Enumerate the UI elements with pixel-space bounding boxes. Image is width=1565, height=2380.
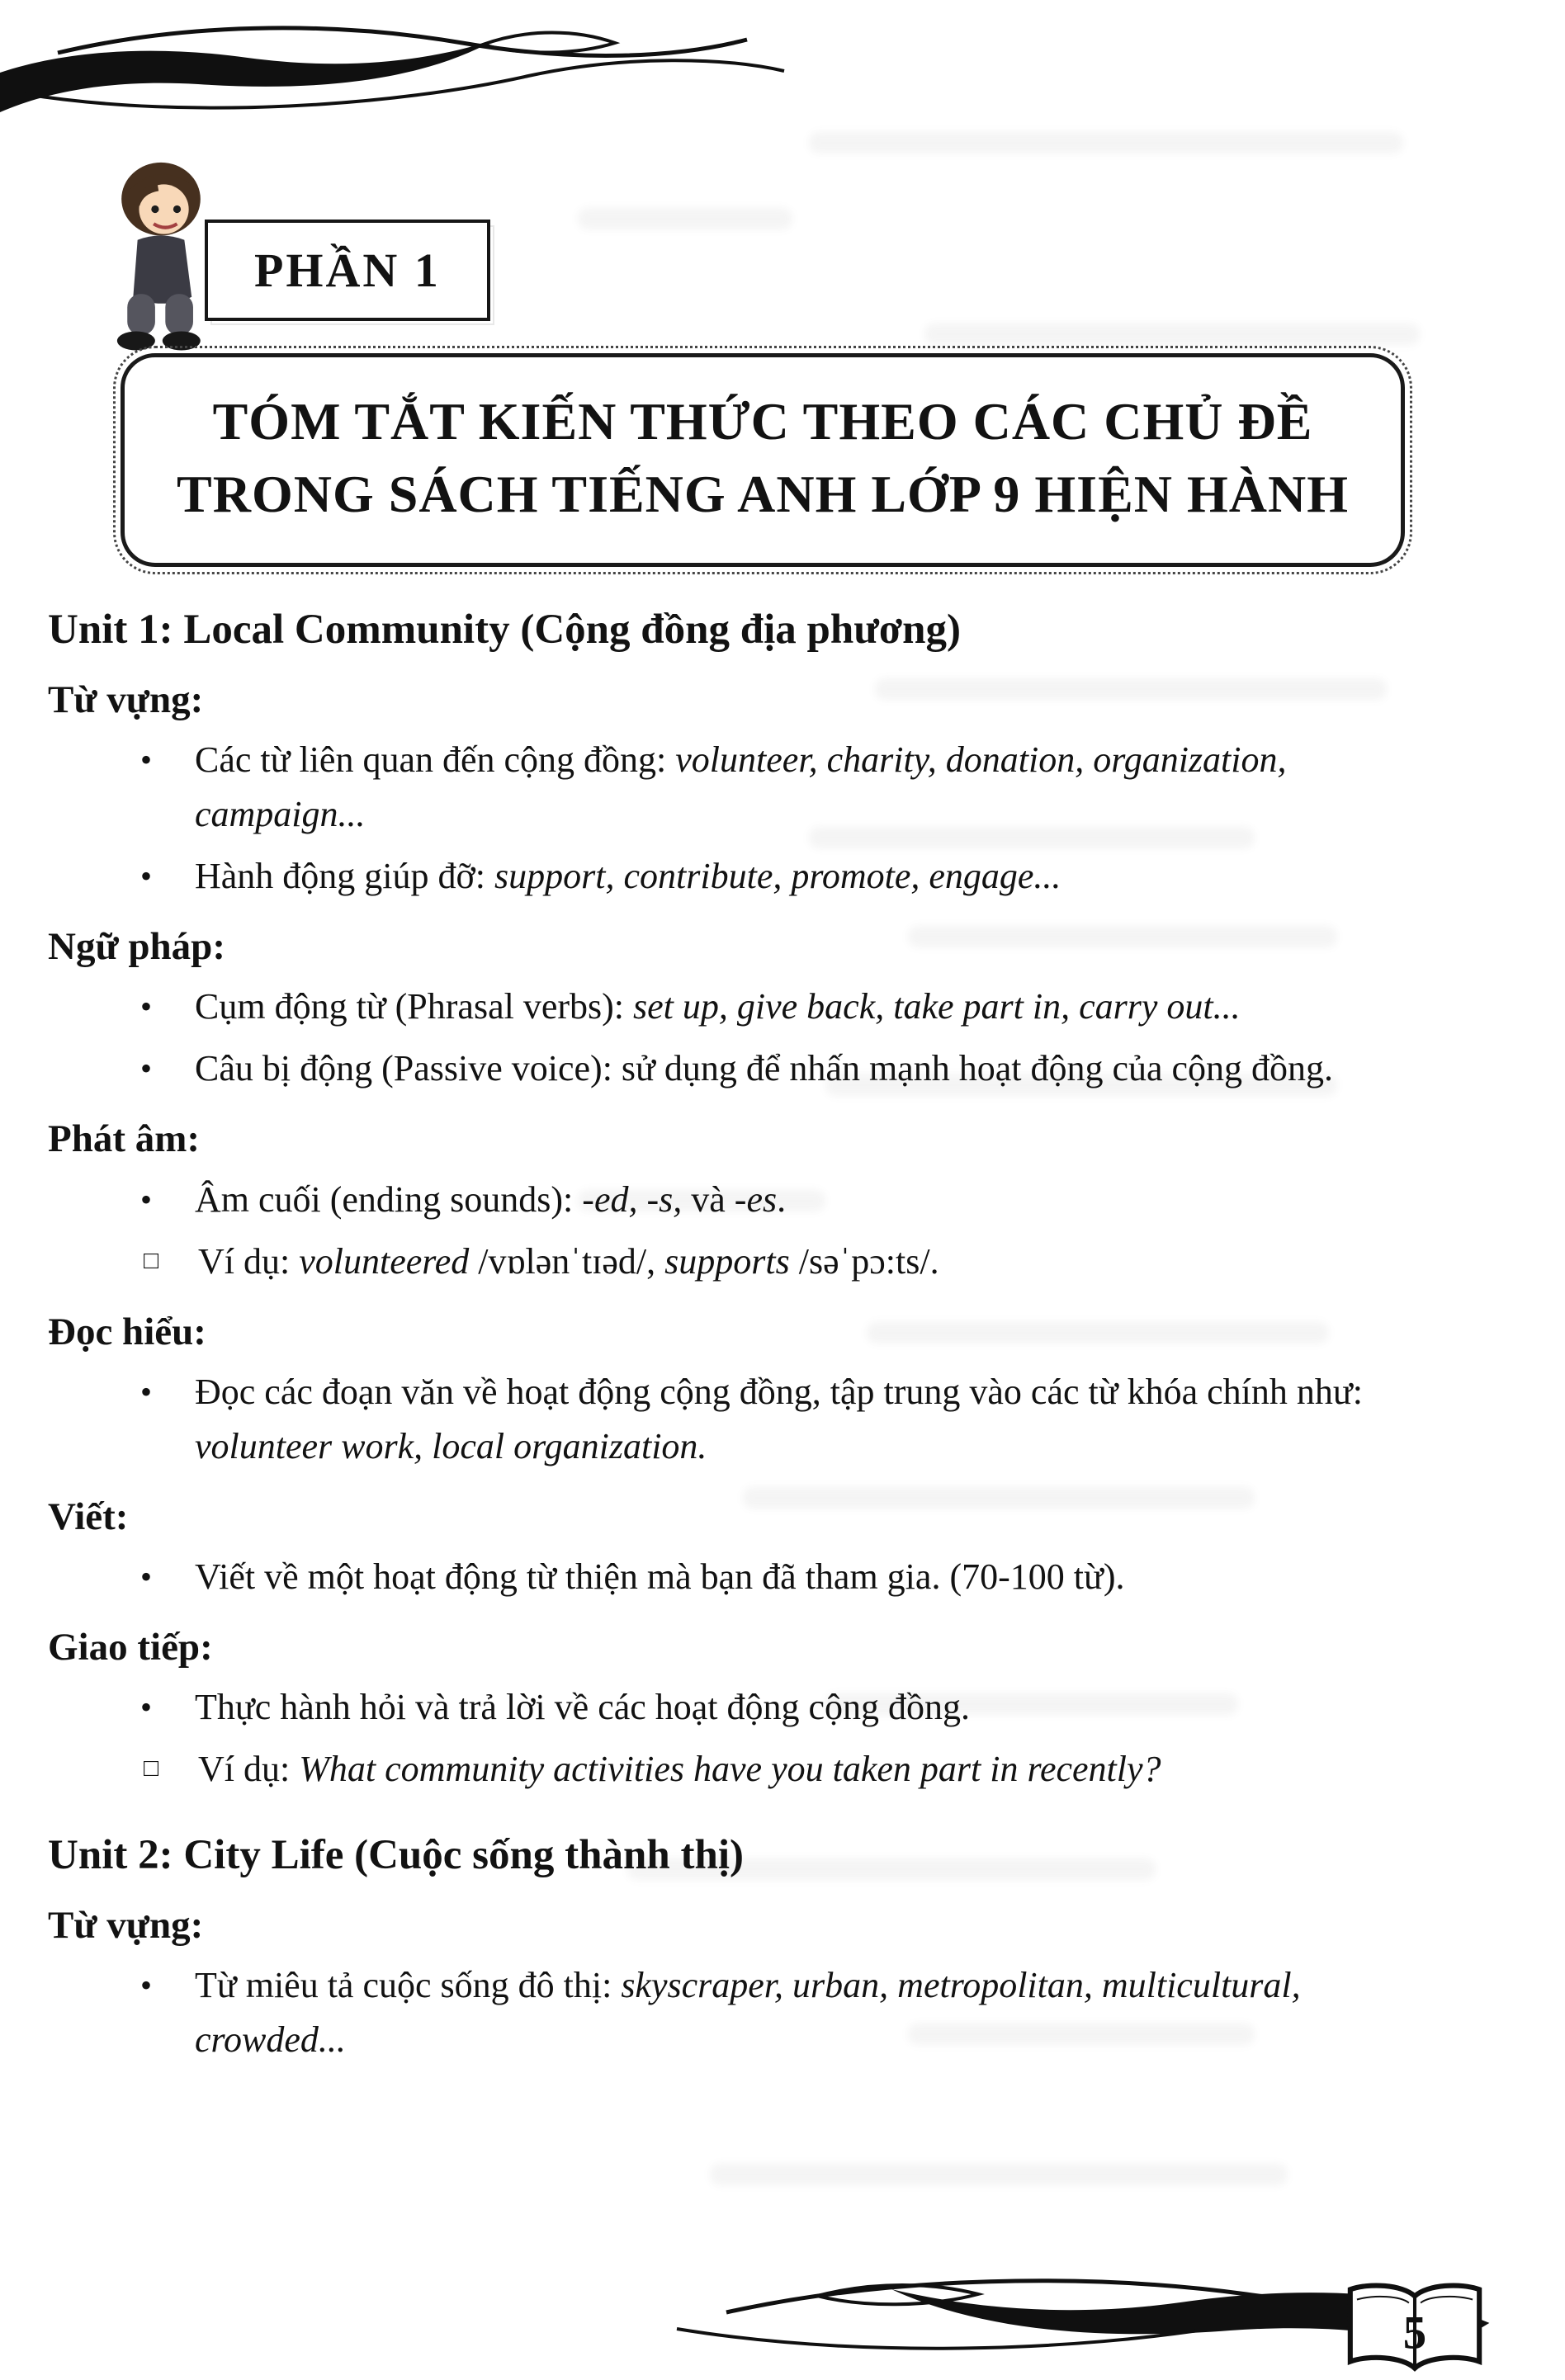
bullet-item bbox=[48, 1680, 1456, 1735]
text-content: Từ vựng: bbox=[48, 678, 204, 722]
square-bullet-marker: □ bbox=[144, 1754, 159, 1782]
skill-section-label bbox=[48, 1307, 1456, 1358]
square-bullet-marker: □ bbox=[144, 1246, 159, 1274]
text-content: Ngữ pháp: bbox=[48, 925, 225, 969]
text-content: Hành động giúp đỡ: support, contribute, promote, engage... bbox=[195, 856, 1061, 897]
bullet-item bbox=[48, 1958, 1456, 2067]
part-label: PHẦN 1 bbox=[254, 243, 441, 297]
top-ribbon-decoration bbox=[0, 15, 809, 155]
round-bullet-marker: • bbox=[140, 1967, 153, 2005]
banner-title-line1: TÓM TẮT KIẾN THỨC THEO CÁC CHỦ ĐỀ bbox=[212, 392, 1313, 451]
text-content: Từ vựng: bbox=[48, 1904, 204, 1948]
bullet-item bbox=[48, 1742, 1456, 1797]
text-content: Cụm động từ (Phrasal verbs): set up, give back, take part in, carry out... bbox=[195, 986, 1241, 1027]
text-content: Các từ liên quan đến cộng đồng: volunteer, charity, donation, organization, campaign... bbox=[195, 739, 1287, 835]
text-content: Từ miêu tả cuộc sống đô thị: skyscraper, urban, metropolitan, multicultural, crowded... bbox=[195, 1965, 1301, 2061]
text-content: Viết về một hoạt động từ thiện mà bạn đã tham gia. (70-100 từ). bbox=[195, 1556, 1125, 1597]
bleed-through-mark bbox=[809, 132, 1403, 153]
text-content: Ví dụ: What community activities have you taken part in recently? bbox=[198, 1748, 1161, 1789]
text-content: Giao tiếp: bbox=[48, 1625, 213, 1669]
skill-section-label bbox=[48, 675, 1456, 725]
bullet-item bbox=[48, 1173, 1456, 1227]
unit-heading bbox=[48, 602, 1456, 657]
bullet-item bbox=[48, 849, 1456, 904]
title-banner bbox=[121, 353, 1405, 567]
round-bullet-marker: • bbox=[140, 857, 153, 895]
text-content: Unit 1: Local Community (Cộng đồng địa phương) bbox=[48, 607, 961, 653]
page-number-book-icon bbox=[1334, 2274, 1496, 2380]
bullet-item bbox=[48, 1550, 1456, 1604]
bullet-item bbox=[48, 980, 1456, 1034]
text-content: Đọc hiểu: bbox=[48, 1310, 206, 1353]
text-content: Đọc các đoạn văn về hoạt động cộng đồng, tập trung vào các từ khóa chính như: volunteer work, local organization. bbox=[195, 1371, 1363, 1466]
skill-section-label bbox=[48, 1622, 1456, 1673]
page-number: 5 bbox=[1402, 2307, 1427, 2359]
text-content: Câu bị động (Passive voice): sử dụng để nhấn mạnh hoạt động của cộng đồng. bbox=[195, 1048, 1334, 1089]
round-bullet-marker: • bbox=[140, 1180, 153, 1218]
text-content: Âm cuối (ending sounds): -ed, -s, và -es. bbox=[195, 1178, 787, 1220]
skill-section-label bbox=[48, 1492, 1456, 1542]
round-bullet-marker: • bbox=[140, 1372, 153, 1410]
text-content: Viết: bbox=[48, 1495, 129, 1538]
banner-title-line2: TRONG SÁCH TIẾNG ANH LỚP 9 HIỆN HÀNH bbox=[177, 465, 1349, 524]
bullet-item bbox=[48, 1365, 1456, 1474]
text-content: Phát âm: bbox=[48, 1117, 201, 1161]
part-label-box bbox=[205, 220, 490, 321]
unit-heading bbox=[48, 1828, 1456, 1882]
bleed-through-mark bbox=[710, 2164, 1288, 2185]
skill-section-label bbox=[48, 922, 1456, 972]
text-content: Thực hành hỏi và trả lời về các hoạt động cộng đồng. bbox=[195, 1686, 971, 1727]
bleed-through-mark bbox=[924, 323, 1420, 345]
round-bullet-marker: • bbox=[140, 1050, 153, 1088]
bullet-item bbox=[48, 1235, 1456, 1289]
text-content: Ví dụ: volunteered /vɒlənˈtɪəd/, supports /səˈpɔ:ts/. bbox=[198, 1240, 939, 1282]
bleed-through-mark bbox=[578, 208, 792, 229]
round-bullet-marker: • bbox=[140, 741, 153, 779]
skill-section-label bbox=[48, 1114, 1456, 1164]
bottom-ribbon-decoration bbox=[462, 2260, 1461, 2380]
skill-section-label bbox=[48, 1901, 1456, 1951]
bullet-item bbox=[48, 733, 1456, 842]
round-bullet-marker: • bbox=[140, 1557, 153, 1595]
round-bullet-marker: • bbox=[140, 988, 153, 1026]
bullet-item bbox=[48, 1041, 1456, 1096]
page-content bbox=[48, 596, 1456, 2075]
text-content: Unit 2: City Life (Cuộc sống thành thị) bbox=[48, 1831, 744, 1878]
round-bullet-marker: • bbox=[140, 1688, 153, 1726]
